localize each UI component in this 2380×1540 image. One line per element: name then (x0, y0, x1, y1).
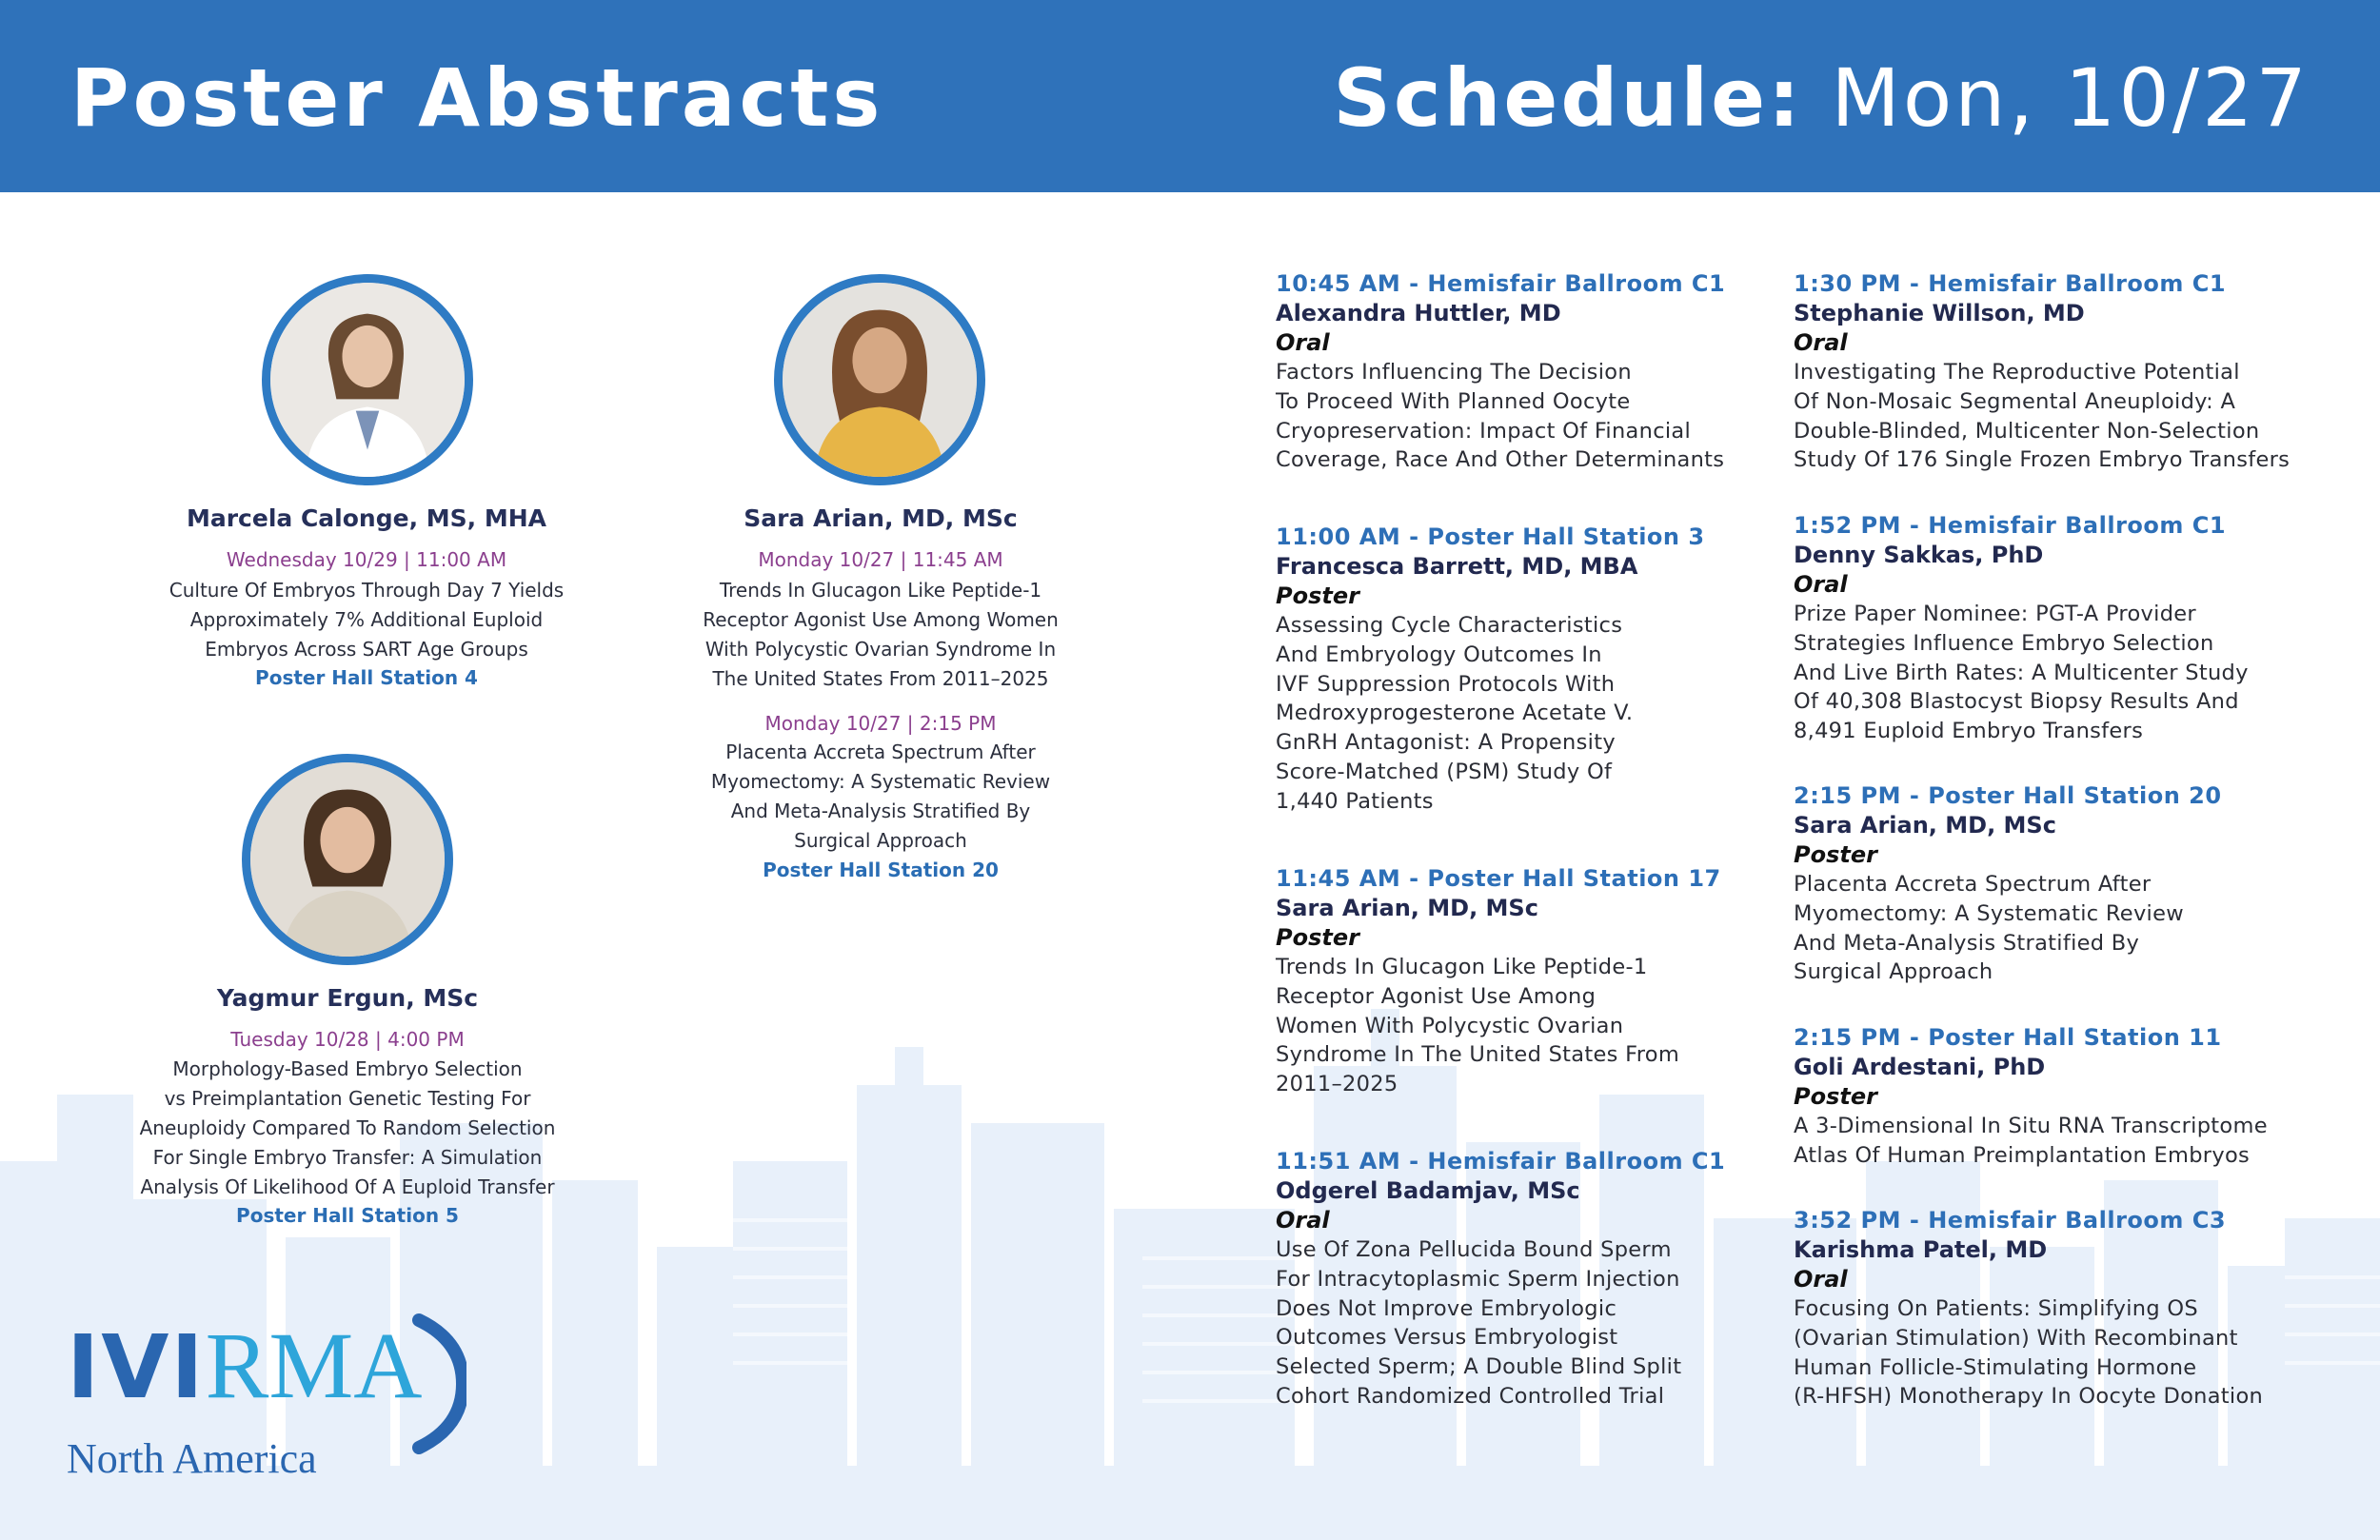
abstract-line: Myomectomy: A Systematic Review (1794, 900, 2184, 926)
session-type: Poster (1276, 924, 1359, 951)
speaker-date: Monday 10/27 | 11:45 AM (758, 548, 1003, 571)
speaker-abstract-title (95, 576, 638, 664)
schedule-entry (1794, 782, 2289, 987)
abstract-line: Study Of 176 Single Frozen Embryo Transfers (1794, 447, 2291, 473)
schedule-title (1333, 51, 2310, 145)
abstract-line: Receptor Agonist Use Among (1276, 983, 1597, 1009)
abstract-line: 8,491 Euploid Embryo Transfers (1794, 719, 2144, 744)
title-line: Analysis Of Likelihood Of A Euploid Transfer (140, 1175, 555, 1198)
schedule-entry (1276, 270, 1771, 475)
ivirma-logo (67, 1313, 423, 1483)
session-time: 3:52 PM - Hemisfair Ballroom C3 (1794, 1207, 2227, 1234)
abstract-line: Surgical Approach (1794, 959, 1993, 985)
abstract-title (1276, 953, 1771, 1099)
speaker-location: Poster Hall Station 4 (255, 666, 478, 689)
schedule-date: Mon, 10/27 (1802, 51, 2310, 145)
abstract-line: Atlas Of Human Preimplantation Embryos (1794, 1142, 2251, 1168)
session-time: 10:45 AM - Hemisfair Ballroom C1 (1276, 270, 1726, 297)
presenter-name: Stephanie Willson, MD (1794, 300, 2085, 326)
title-line: Trends In Glucagon Like Peptide-1 (719, 579, 1042, 602)
abstract-line: Of 40,308 Blastocyst Biopsy Results And (1794, 689, 2239, 715)
abstract-line: Cryopreservation: Impact Of Financial (1276, 418, 1692, 444)
abstract-line: Trends In Glucagon Like Peptide-1 (1276, 955, 1648, 979)
abstract-line: And Meta-Analysis Stratified By (1794, 930, 2140, 956)
abstract-line: Medroxyprogesterone Acetate V. (1276, 701, 1634, 726)
title-line: And Meta-Analysis Stratified By (730, 800, 1031, 822)
title-line: With Polycystic Ovarian Syndrome In (704, 638, 1057, 661)
title-line: Culture Of Embryos Through Day 7 Yields (169, 579, 565, 602)
session-type: Oral (1794, 1266, 1848, 1293)
abstract-line: To Proceed With Planned Oocyte (1276, 388, 1631, 414)
title-line: Myomectomy: A Systematic Review (710, 770, 1051, 793)
logo-arc-icon (409, 1313, 466, 1455)
speaker-abstract-title (76, 1055, 619, 1202)
schedule-entry (1794, 270, 2289, 475)
abstract-line: Coverage, Race And Other Determinants (1276, 447, 1725, 473)
session-type: Poster (1276, 582, 1359, 609)
abstract-line: 1,440 Patients (1276, 788, 1434, 814)
title-line: Embryos Across SART Age Groups (205, 638, 528, 661)
abstract-line: Prize Paper Nominee: PGT-A Provider (1794, 602, 2196, 626)
abstract-title (1276, 611, 1771, 817)
person-photo-icon (270, 283, 465, 477)
speaker-abstract-title-second (609, 738, 1152, 856)
abstract-title (1794, 600, 2289, 746)
abstract-line: Double-Blinded, Multicenter Non-Selection (1794, 418, 2260, 444)
abstract-line: Strategies Influence Embryo Selection (1794, 630, 2214, 656)
abstract-title (1794, 358, 2289, 475)
page-title: Poster Abstracts (70, 51, 884, 145)
session-type: Oral (1794, 571, 1848, 598)
logo-rma: RMA (205, 1313, 423, 1418)
speaker-date-second: Monday 10/27 | 2:15 PM (764, 712, 997, 735)
abstract-line: (Ovarian Stimulation) With Recombinant (1794, 1325, 2238, 1351)
abstract-line: GnRH Antagonist: A Propensity (1276, 730, 1616, 756)
speaker-name: Sara Arian, MD, MSc (744, 504, 1018, 532)
abstract-line: Syndrome In The United States From (1276, 1042, 1680, 1068)
presenter-name: Odgerel Badamjav, MSc (1276, 1177, 1580, 1204)
presenter-name: Goli Ardestani, PhD (1794, 1054, 2046, 1080)
abstract-line: Score-Matched (PSM) Study Of (1276, 759, 1613, 784)
abstract-line: A 3-Dimensional In Situ RNA Transcriptome (1794, 1114, 2268, 1138)
presenter-name: Karishma Patel, MD (1794, 1236, 2048, 1263)
abstract-line: Assessing Cycle Characteristics (1276, 613, 1623, 638)
person-photo-icon (783, 283, 977, 477)
title-line: Surgical Approach (794, 829, 967, 852)
presenter-name: Denny Sakkas, PhD (1794, 542, 2044, 568)
session-type: Poster (1794, 841, 1877, 868)
abstract-line: Placenta Accreta Spectrum After (1794, 872, 2152, 897)
abstract-line: IVF Suppression Protocols With (1276, 671, 1616, 697)
schedule-label: Schedule: (1333, 51, 1803, 145)
presenter-name: Alexandra Huttler, MD (1276, 300, 1561, 326)
presenter-name: Sara Arian, MD, MSc (1276, 895, 1538, 921)
header-banner (0, 0, 2380, 192)
session-type: Oral (1276, 1207, 1330, 1234)
schedule-entry (1794, 1024, 2289, 1171)
schedule-entry (1794, 1207, 2289, 1412)
title-line: Morphology-Based Embryo Selection (172, 1057, 523, 1080)
abstract-line: Cohort Randomized Controlled Trial (1276, 1383, 1665, 1409)
abstract-line: For Intracytoplasmic Sperm Injection (1276, 1266, 1680, 1292)
abstract-line: 2011–2025 (1276, 1072, 1398, 1097)
abstract-title (1276, 358, 1771, 475)
presenter-name: Francesca Barrett, MD, MBA (1276, 553, 1638, 580)
session-type: Oral (1794, 329, 1848, 356)
speaker-photo-avatar (242, 754, 453, 965)
person-photo-icon (250, 762, 445, 957)
session-time: 1:30 PM - Hemisfair Ballroom C1 (1794, 270, 2227, 297)
abstract-line: Women With Polycystic Ovarian (1276, 1013, 1624, 1038)
title-line: Placenta Accreta Spectrum After (725, 740, 1036, 763)
title-line: Approximately 7% Additional Euploid (189, 608, 544, 631)
title-line: The United States From 2011–2025 (712, 667, 1049, 690)
logo-subtitle: North America (67, 1435, 317, 1482)
speaker-date: Wednesday 10/29 | 11:00 AM (226, 548, 507, 571)
title-line: Aneuploidy Compared To Random Selection (139, 1116, 556, 1139)
speaker-photo-avatar (262, 274, 473, 485)
speaker-name: Marcela Calonge, MS, MHA (186, 504, 547, 532)
schedule-entry (1794, 512, 2289, 746)
abstract-line: Investigating The Reproductive Potential (1794, 360, 2240, 385)
speaker-photo-avatar (774, 274, 985, 485)
session-type: Poster (1794, 1083, 1877, 1110)
presenter-name: Sara Arian, MD, MSc (1794, 812, 2056, 839)
speaker-abstract-title (609, 576, 1152, 694)
logo-ivi: IVI (67, 1316, 206, 1418)
session-time: 1:52 PM - Hemisfair Ballroom C1 (1794, 512, 2227, 539)
speaker-name: Yagmur Ergun, MSc (216, 984, 479, 1012)
abstract-line: Focusing On Patients: Simplifying OS (1794, 1296, 2198, 1321)
title-line: For Single Embryo Transfer: A Simulation (152, 1146, 543, 1169)
session-time: 11:00 AM - Poster Hall Station 3 (1276, 523, 1705, 550)
abstract-line: Does Not Improve Embryologic (1276, 1295, 1617, 1321)
schedule-entry (1276, 865, 1771, 1099)
speaker-location: Poster Hall Station 20 (763, 859, 999, 881)
abstract-line: Of Non-Mosaic Segmental Aneuploidy: A (1794, 388, 2236, 414)
abstract-line: And Live Birth Rates: A Multicenter Study (1794, 660, 2249, 685)
abstract-line: Human Follicle-Stimulating Hormone (1794, 1354, 2197, 1380)
schedule-entry (1276, 523, 1771, 817)
speaker-location: Poster Hall Station 5 (236, 1204, 459, 1227)
abstract-line: Factors Influencing The Decision (1276, 360, 1632, 385)
schedule-entry (1276, 1148, 1771, 1412)
title-line: Receptor Agonist Use Among Women (703, 608, 1059, 631)
abstract-line: Outcomes Versus Embryologist (1276, 1325, 1618, 1351)
session-time: 2:15 PM - Poster Hall Station 20 (1794, 782, 2222, 809)
session-time: 11:51 AM - Hemisfair Ballroom C1 (1276, 1148, 1726, 1175)
abstract-line: Use Of Zona Pellucida Bound Sperm (1276, 1237, 1672, 1262)
session-time: 2:15 PM - Poster Hall Station 11 (1794, 1024, 2222, 1051)
abstract-line: Selected Sperm; A Double Blind Split (1276, 1354, 1682, 1380)
abstract-title (1794, 1294, 2289, 1412)
abstract-title (1276, 1235, 1771, 1412)
abstract-line: And Embryology Outcomes In (1276, 642, 1602, 667)
title-line: vs Preimplantation Genetic Testing For (164, 1087, 531, 1110)
abstract-title (1794, 1112, 2289, 1171)
session-time: 11:45 AM - Poster Hall Station 17 (1276, 865, 1721, 892)
speaker-date: Tuesday 10/28 | 4:00 PM (230, 1028, 465, 1051)
abstract-line: (R-HFSH) Monotherapy In Oocyte Donation (1794, 1384, 2264, 1410)
abstract-title (1794, 870, 2289, 987)
session-type: Oral (1276, 329, 1330, 356)
